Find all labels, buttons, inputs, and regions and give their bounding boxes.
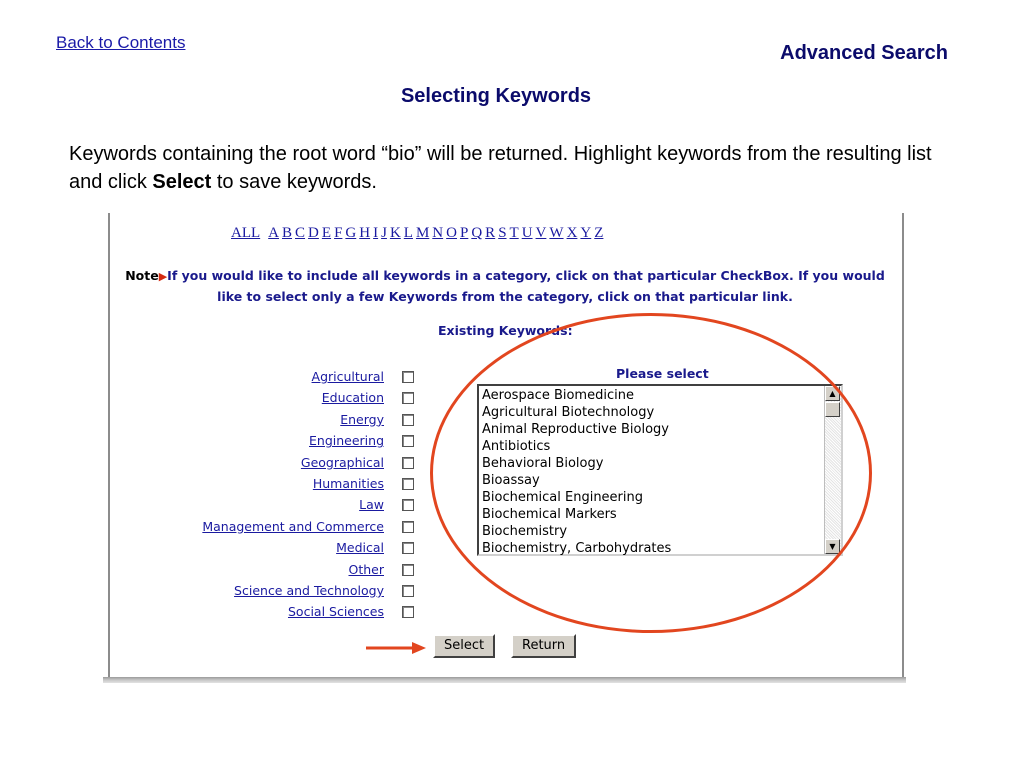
alpha-link-s[interactable]: S <box>498 225 507 241</box>
instructions-text-end: to save keywords. <box>211 171 377 193</box>
keyword-option[interactable]: Animal Reproductive Biology <box>482 422 669 437</box>
note-text: If you would like to include all keywords in a category, click on that particular CheckBox. If you would like to select only a few Keywords from the category, click on that particular link. <box>167 268 885 304</box>
category-link[interactable]: Other <box>348 561 384 577</box>
category-checkbox[interactable] <box>402 542 414 554</box>
keyword-option[interactable]: Biochemistry <box>482 524 568 539</box>
category-checkbox[interactable] <box>402 371 414 383</box>
keyword-option[interactable]: Biochemical Engineering <box>482 490 644 505</box>
return-button[interactable]: Return <box>511 634 576 658</box>
alpha-link-x[interactable]: X <box>566 225 578 241</box>
alphabet-nav <box>231 225 606 242</box>
alpha-link-z[interactable]: Z <box>594 225 604 241</box>
frame-bottom-edge <box>103 677 906 683</box>
existing-keywords-label: Existing Keywords: <box>438 323 573 338</box>
alpha-link-m[interactable]: M <box>415 225 430 241</box>
alpha-link-c[interactable]: C <box>295 225 306 241</box>
alpha-link-f[interactable]: F <box>334 225 343 241</box>
category-checkbox[interactable] <box>402 435 414 447</box>
category-checkbox[interactable] <box>402 499 414 511</box>
category-link[interactable]: Geographical <box>300 454 384 470</box>
keyword-option[interactable]: Biochemistry, Carbohydrates <box>482 541 672 556</box>
keyword-option[interactable]: Aerospace Biomedicine <box>482 388 634 403</box>
category-link[interactable]: Agricultural <box>311 369 384 384</box>
scroll-up-icon[interactable]: ▲ <box>825 386 840 401</box>
select-button[interactable]: Select <box>433 634 495 658</box>
keyword-option[interactable]: Agricultural Biotechnology <box>482 405 655 420</box>
alpha-link-g[interactable]: G <box>345 225 357 241</box>
section-title: Selecting Keywords <box>400 85 592 107</box>
category-checkbox[interactable] <box>402 606 414 618</box>
alpha-link-b[interactable]: B <box>282 225 293 241</box>
alpha-link-a[interactable]: A <box>268 225 280 241</box>
alpha-link-q[interactable]: Q <box>471 225 483 241</box>
alpha-link-e[interactable]: E <box>321 225 332 241</box>
category-checkbox[interactable] <box>402 414 414 426</box>
category-link[interactable]: Humanities <box>312 476 384 491</box>
instructions <box>69 140 949 196</box>
alpha-link-i[interactable]: I <box>373 225 379 241</box>
alpha-link-r[interactable]: R <box>485 225 496 241</box>
alpha-link-y[interactable]: Y <box>580 225 592 241</box>
alpha-link-p[interactable]: P <box>459 225 469 241</box>
alpha-link-l[interactable]: L <box>403 225 413 241</box>
category-checkbox[interactable] <box>402 478 414 490</box>
category-checkbox[interactable] <box>402 457 414 469</box>
alpha-link-all[interactable]: ALL <box>231 225 261 241</box>
instructions-select-word: Select <box>152 171 212 193</box>
category-checkbox[interactable] <box>402 521 414 533</box>
alpha-link-w[interactable]: W <box>549 225 564 241</box>
please-select-label: Please select <box>616 366 709 381</box>
highlight-ellipse <box>430 313 872 633</box>
keyword-option[interactable]: Biochemical Markers <box>482 507 617 522</box>
alpha-link-d[interactable]: D <box>308 225 319 241</box>
category-link[interactable]: Energy <box>340 411 384 427</box>
category-checkbox[interactable] <box>402 392 414 404</box>
alpha-link-n[interactable]: N <box>432 225 444 241</box>
keyword-option[interactable]: Behavioral Biology <box>482 456 604 471</box>
instructions-text: Keywords containing the root word “bio” will be returned. Highlight keywords from the resulting list and click <box>69 143 932 193</box>
category-checkbox[interactable] <box>402 585 414 597</box>
category-link[interactable]: Management and Commerce <box>202 518 384 534</box>
note <box>112 266 898 307</box>
alpha-link-k[interactable]: K <box>389 225 401 241</box>
note-arrow-icon: ▶ <box>158 270 168 283</box>
category-link[interactable]: Medical <box>336 540 384 556</box>
category-link[interactable]: Law <box>359 497 384 513</box>
category-link[interactable]: Education <box>321 390 384 406</box>
category-link[interactable]: Engineering <box>309 433 384 449</box>
alpha-link-t[interactable]: T <box>509 225 519 241</box>
category-link[interactable]: Science and Technology <box>234 583 384 598</box>
scroll-down-icon[interactable]: ▼ <box>825 539 840 554</box>
pointer-arrow-icon <box>366 640 428 656</box>
keyword-option[interactable]: Antibiotics <box>482 439 551 454</box>
alpha-link-v[interactable]: V <box>535 225 547 241</box>
category-link[interactable]: Social Sciences <box>287 604 384 620</box>
note-label: Note <box>125 268 159 283</box>
alpha-link-h[interactable]: H <box>359 225 371 241</box>
alpha-link-u[interactable]: U <box>521 225 533 241</box>
alpha-link-j[interactable]: J <box>381 225 387 241</box>
category-checkbox[interactable] <box>402 564 414 576</box>
keyword-option[interactable]: Bioassay <box>482 473 540 488</box>
page-title: Advanced Search <box>780 42 948 64</box>
back-to-contents-link[interactable]: Back to Contents <box>56 33 186 52</box>
alpha-link-o[interactable]: O <box>446 225 457 241</box>
